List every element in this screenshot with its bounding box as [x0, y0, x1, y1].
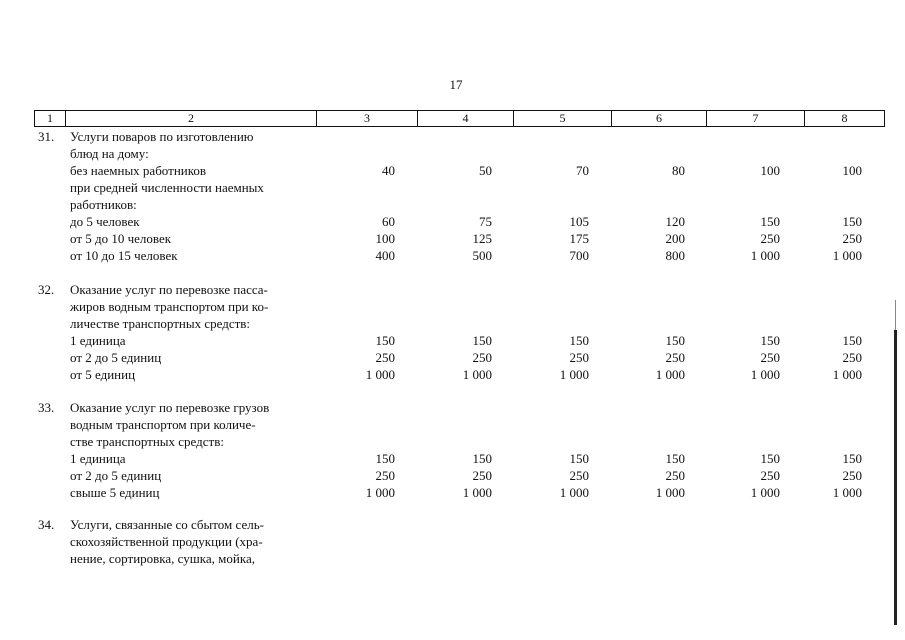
row-text-line: личестве транспортных средств:	[70, 316, 251, 331]
value-cell: 1 000	[462, 485, 492, 500]
header-col-3: 3	[316, 111, 417, 126]
value-cell: 150	[760, 451, 780, 466]
header-col-6: 6	[611, 111, 706, 126]
value-cell: 200	[665, 231, 685, 246]
row-text-line: от 5 до 10 человек	[70, 231, 172, 246]
value-cell: 40	[382, 163, 395, 178]
value-cell: 250	[842, 350, 862, 365]
value-cell: 1 000	[559, 367, 589, 382]
row-text-line: Оказание услуг по перевозке грузов	[70, 400, 270, 415]
value-cell: 150	[375, 333, 395, 348]
row-number: 31.	[38, 129, 55, 144]
value-cell: 1 000	[462, 367, 492, 382]
row-text-line: свыше 5 единиц	[70, 485, 160, 500]
scan-edge-mark	[895, 300, 896, 330]
value-cell: 175	[569, 231, 589, 246]
value-cell: 150	[375, 451, 395, 466]
value-cell: 150	[569, 451, 589, 466]
row-number: 34.	[38, 517, 55, 532]
table-header	[34, 110, 885, 127]
value-cell: 70	[576, 163, 589, 178]
row-text-line: Оказание услуг по перевозке пасса-	[70, 282, 268, 297]
value-cell: 250	[472, 350, 492, 365]
value-cell: 1 000	[750, 248, 780, 263]
value-cell: 1 000	[365, 367, 395, 382]
value-cell: 250	[665, 350, 685, 365]
value-cell: 150	[842, 333, 862, 348]
row-text-line: Услуги поваров по изготовлению	[70, 129, 254, 144]
value-cell: 250	[760, 350, 780, 365]
row-text-line: скохозяйственной продукции (хра-	[70, 534, 263, 549]
header-col-5: 5	[513, 111, 611, 126]
value-cell: 400	[375, 248, 395, 263]
value-cell: 250	[842, 468, 862, 483]
value-cell: 1 000	[832, 485, 862, 500]
value-cell: 500	[472, 248, 492, 263]
page-number: 17	[449, 77, 463, 92]
value-cell: 1 000	[750, 367, 780, 382]
value-cell: 250	[375, 350, 395, 365]
value-cell: 250	[375, 468, 395, 483]
value-cell: 125	[472, 231, 492, 246]
value-cell: 50	[479, 163, 492, 178]
row-text-line: при средней численности наемных	[70, 180, 264, 195]
value-cell: 150	[842, 451, 862, 466]
row-text-line: от 2 до 5 единиц	[70, 350, 162, 365]
row-text-line: блюд на дому:	[70, 146, 149, 161]
value-cell: 150	[665, 451, 685, 466]
row-text-line: Услуги, связанные со сбытом сель-	[70, 517, 264, 532]
value-cell: 75	[479, 214, 492, 229]
row-text-line: водным транспортом при количе-	[70, 417, 256, 432]
scan-edge-bar	[894, 330, 897, 625]
row-text-line: без наемных работников	[70, 163, 207, 178]
row-text-line: от 2 до 5 единиц	[70, 468, 162, 483]
row-text-line: 1 единица	[70, 333, 126, 348]
value-cell: 250	[472, 468, 492, 483]
value-cell: 100	[760, 163, 780, 178]
value-cell: 250	[842, 231, 862, 246]
value-cell: 150	[760, 214, 780, 229]
value-cell: 800	[665, 248, 685, 263]
value-cell: 1 000	[832, 248, 862, 263]
value-cell: 150	[472, 451, 492, 466]
value-cell: 120	[665, 214, 685, 229]
header-col-7: 7	[706, 111, 804, 126]
value-cell: 100	[842, 163, 862, 178]
value-cell: 700	[569, 248, 589, 263]
row-text-line: работников:	[70, 197, 137, 212]
value-cell: 1 000	[365, 485, 395, 500]
row-text-line: от 10 до 15 человек	[70, 248, 178, 263]
value-cell: 150	[665, 333, 685, 348]
row-text-line: нение, сортировка, сушка, мойка,	[70, 551, 255, 566]
row-text-line: от 5 единиц	[70, 367, 136, 382]
value-cell: 150	[760, 333, 780, 348]
value-cell: 105	[569, 214, 589, 229]
value-cell: 1 000	[559, 485, 589, 500]
value-cell: 1 000	[655, 485, 685, 500]
value-cell: 250	[569, 468, 589, 483]
value-cell: 1 000	[750, 485, 780, 500]
row-text-line: стве транспортных средств:	[70, 434, 224, 449]
header-col-4: 4	[417, 111, 513, 126]
row-number: 33.	[38, 400, 55, 415]
header-col-8: 8	[804, 111, 884, 126]
row-text-line: 1 единица	[70, 451, 126, 466]
row-text-line: жиров водным транспортом при ко-	[70, 299, 269, 314]
value-cell: 150	[472, 333, 492, 348]
value-cell: 100	[375, 231, 395, 246]
row-number: 32.	[38, 282, 55, 297]
row-text-line: до 5 человек	[70, 214, 140, 229]
header-col-1: 1	[47, 111, 53, 125]
value-cell: 1 000	[832, 367, 862, 382]
value-cell: 80	[672, 163, 685, 178]
value-cell: 250	[665, 468, 685, 483]
value-cell: 150	[842, 214, 862, 229]
value-cell: 60	[382, 214, 395, 229]
value-cell: 150	[569, 333, 589, 348]
value-cell: 250	[760, 468, 780, 483]
value-cell: 250	[569, 350, 589, 365]
value-cell: 1 000	[655, 367, 685, 382]
header-col-2: 2	[65, 111, 316, 126]
value-cell: 250	[760, 231, 780, 246]
